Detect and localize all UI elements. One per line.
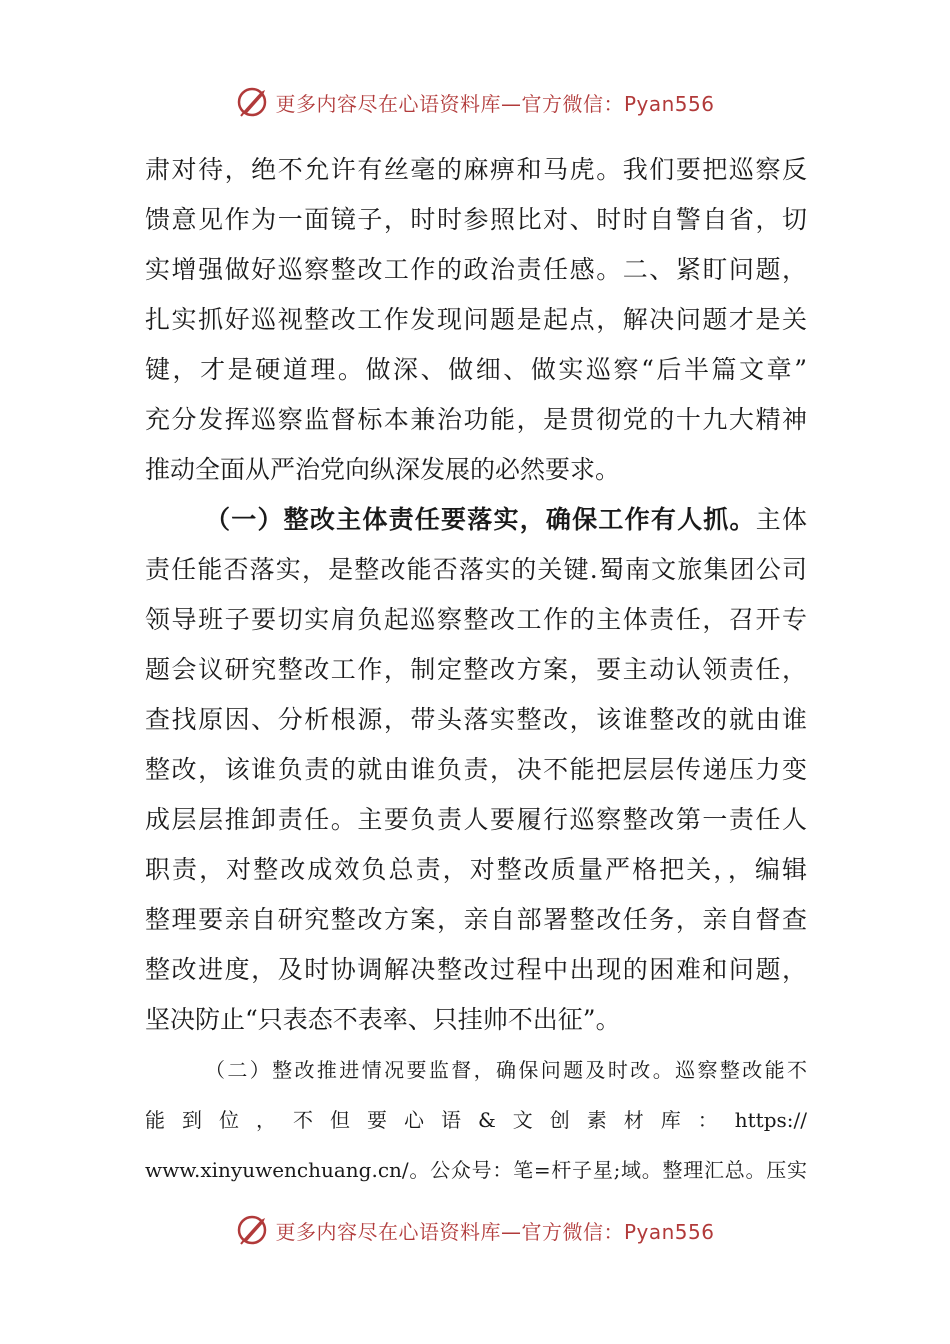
section-heading-line (145, 500, 807, 550)
text-line: 整改，该谁负责的就由谁负责，决不能把层层传递压力变 (145, 755, 807, 784)
text-line: 充分发挥巡察监督标本兼治功能，是贯彻党的十九大精神 (145, 405, 807, 434)
text-line: 能到位，不但要心语&文创素材库：https:// (145, 1108, 807, 1132)
text-line: 查找原因、分析根源，带头落实整改，该谁整改的就由谁 (145, 705, 807, 734)
header-banner-text: 更多内容尽在心语资料库—官方微信：Pyan556 (275, 91, 715, 116)
text-line: 键，才是硬道理。做深、做细、做实巡察“后半篇文章” (145, 355, 807, 384)
text-line: 推动全面从严治党向纵深发展的必然要求。 (145, 455, 621, 484)
text-line: 成层层推卸责任。主要负责人要履行巡察整改第一责任人 (145, 805, 807, 834)
text-line: 领导班子要切实肩负起巡察整改工作的主体责任，召开专 (145, 605, 807, 634)
quill-pen-icon (235, 84, 271, 120)
text-line: 职责，对整改成效负总责，对整改质量严格把关，，编辑 (145, 855, 807, 884)
text-line: 馈意见作为一面镜子，时时参照比对、时时自警自省，切 (145, 205, 807, 234)
text-line: （二）整改推进情况要监督，确保问题及时改。巡察整改能不 (205, 1058, 807, 1082)
text-line: 扎实抓好巡视整改工作发现问题是起点，解决问题才是关 (145, 305, 807, 334)
text-line: 实增强做好巡察整改工作的政治责任感。二、紧盯问题， (145, 255, 807, 284)
text-line: 整改进度，及时协调解决整改过程中出现的困难和问题， (145, 955, 807, 984)
document-body (145, 150, 807, 1200)
section-heading: （一）整改主体责任要落实，确保工作有人抓。 (205, 505, 756, 534)
text-line: 肃对待，绝不允许有丝毫的麻痹和马虎。我们要把巡察反 (145, 155, 807, 184)
text-line: 责任能否落实，是整改能否落实的关键.蜀南文旅集团公司 (145, 555, 807, 584)
text-line: www.xinyuwenchuang.cn/。公众号：笔=杆子星;域。整理汇总。压实 (145, 1158, 807, 1182)
text-line: 整理要亲自研究整改方案，亲自部署整改任务，亲自督查 (145, 905, 807, 934)
footer-banner-text: 更多内容尽在心语资料库—官方微信：Pyan556 (275, 1219, 715, 1244)
text-line: 坚决防止“只表态不表率、只挂帅不出征”。 (145, 1005, 621, 1034)
footer-banner (0, 1208, 950, 1252)
header-banner (0, 80, 950, 124)
quill-pen-icon (235, 1212, 271, 1248)
text-line: 题会议研究整改工作，制定整改方案，要主动认领责任， (145, 655, 807, 684)
text-line-continuation: 主体 (755, 505, 807, 534)
